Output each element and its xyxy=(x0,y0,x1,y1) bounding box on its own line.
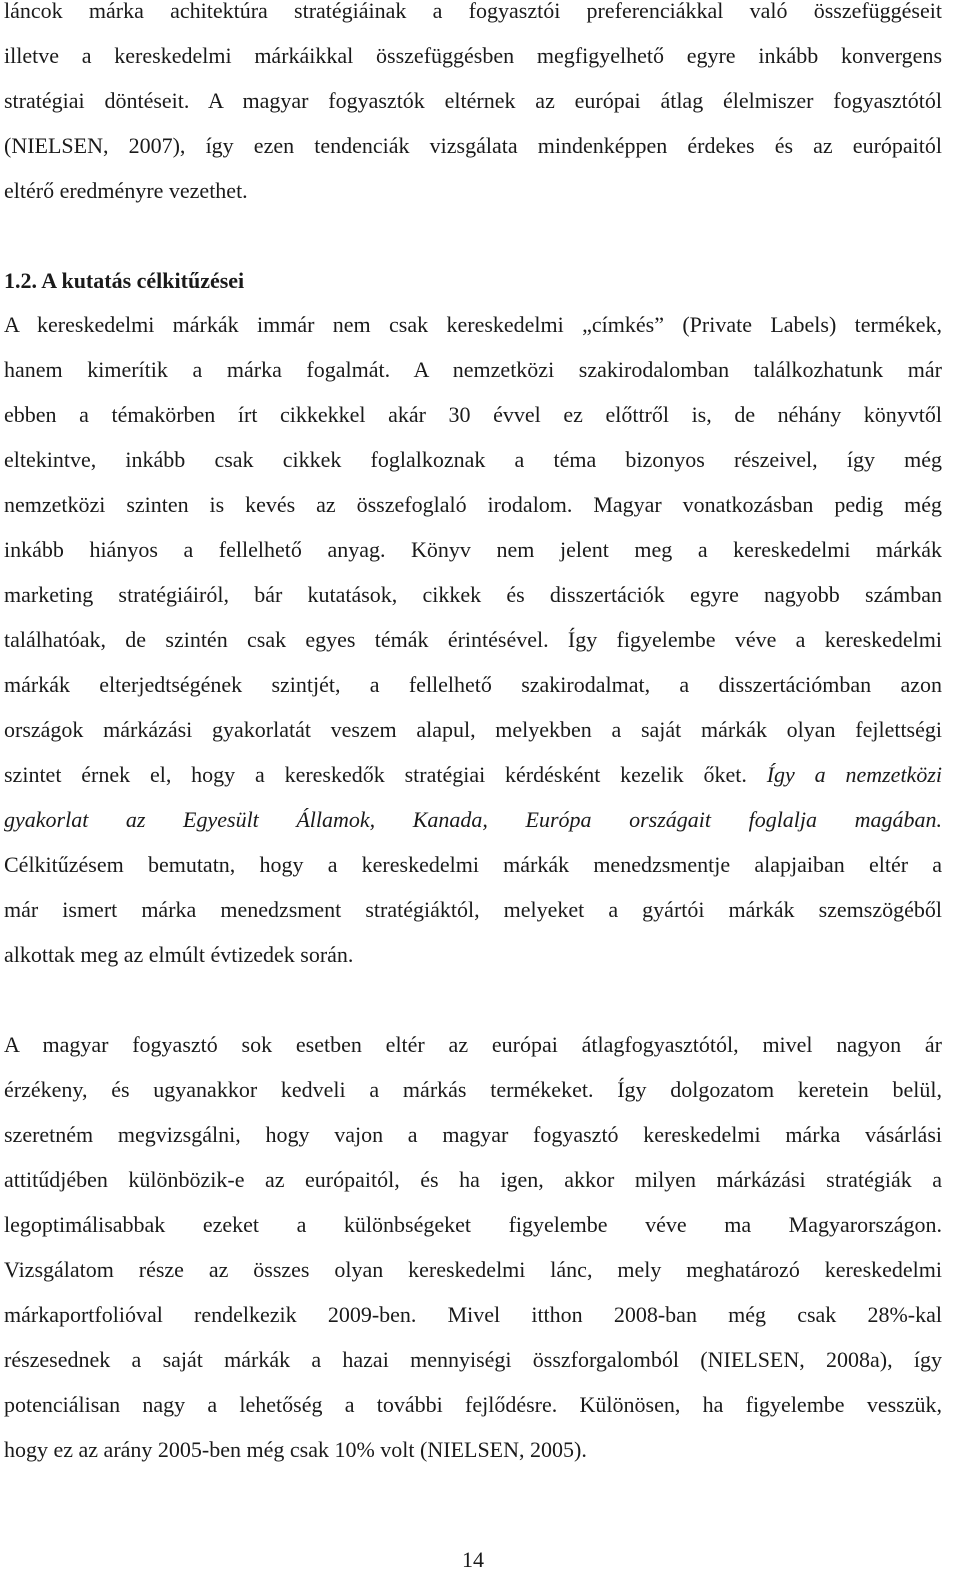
text-line: inkább hiányos a fellelhető anyag. Könyv nem jelent meg a kereskedelmi márkák xyxy=(4,537,942,562)
text-line: márkaportfolióval rendelkezik 2009-ben. Mivel itthon 2008-ban még csak 28%-kal xyxy=(4,1302,942,1327)
page-number: 14 xyxy=(462,1547,484,1572)
text-line: (NIELSEN, 2007), így ezen tendenciák vizsgálata mindenképpen érdekes és az európaitól xyxy=(4,133,942,158)
text-line: hanem kimerítik a márka fogalmát. A nemzetközi szakirodalomban találkozhatunk már xyxy=(4,357,942,382)
text-line: hogy ez az arány 2005-ben még csak 10% volt (NIELSEN, 2005). xyxy=(4,1437,587,1462)
text-line: eltekintve, inkább csak cikkek foglalkoznak a téma bizonyos részeivel, így még xyxy=(4,447,942,472)
text-line: potenciálisan nagy a lehetőség a további fejlődésre. Különösen, ha figyelembe vesszük, xyxy=(4,1392,942,1417)
text-line: alkottak meg az elmúlt évtizedek során. xyxy=(4,942,354,967)
text-line: marketing stratégiáiról, bár kutatások, cikkek és disszertációk egyre nagyobb számban xyxy=(4,582,942,607)
text-line: Célkitűzésem bemutatn, hogy a kereskedelmi márkák menedzsmentje alapjaiban eltér a xyxy=(4,852,942,877)
text-line: érzékeny, és ugyanakkor kedveli a márkás termékeket. Így dolgozatom keretein belül, xyxy=(4,1077,942,1102)
text-line: nemzetközi szinten is kevés az összefoglaló irodalom. Magyar vonatkozásban pedig még xyxy=(4,492,942,517)
text-line: láncok márka achitektúra stratégiáinak a fogyasztói preferenciákkal való összefüggéseit xyxy=(4,0,942,23)
text-italic: Így a nemzetközi xyxy=(766,762,942,787)
text-line: részesednek a saját márkák a hazai mennyiségi összforgalomból (NIELSEN, 2008a), így xyxy=(4,1347,942,1372)
text-line: Vizsgálatom része az összes olyan kereskedelmi lánc, mely meghatározó kereskedelmi xyxy=(4,1257,942,1282)
text-line: illetve a kereskedelmi márkáikkal összefüggésben megfigyelhető egyre inkább konvergens xyxy=(4,43,942,68)
text-line: szeretném megvizsgálni, hogy vajon a magyar fogyasztó kereskedelmi márka vásárlási xyxy=(4,1122,942,1147)
text-line: márkák elterjedtségének szintjét, a fellelhető szakirodalmat, a disszertációmban azon xyxy=(4,672,942,697)
text-line: országok márkázási gyakorlatát veszem alapul, melyekben a saját márkák olyan fejlettségi xyxy=(4,717,942,742)
text-normal: szintet érnek el, hogy a kereskedők stratégiai kérdésként kezelik őket. xyxy=(4,762,747,787)
text-line: attitűdjében különbözik-e az európaitól, és ha igen, akkor milyen márkázási stratégiák a xyxy=(4,1167,942,1192)
text-line: stratégiai döntéseit. A magyar fogyasztók eltérnek az európai átlag élelmiszer fogyasztótól xyxy=(4,88,942,113)
text-line-mixed xyxy=(4,760,942,790)
text-line-italic: gyakorlat az Egyesült Államok, Kanada, Európa országait foglalja magában. xyxy=(4,807,942,832)
text-line: legoptimálisabbak ezeket a különbségeket figyelembe véve ma Magyarországon. xyxy=(4,1212,942,1237)
text-line: találhatóak, de szintén csak egyes témák érintésével. Így figyelembe véve a kereskedelmi xyxy=(4,627,942,652)
text-line: eltérő eredményre vezethet. xyxy=(4,178,248,203)
text-line: A kereskedelmi márkák immár nem csak kereskedelmi „címkés” (Private Labels) termékek, xyxy=(4,312,942,337)
text-line: A magyar fogyasztó sok esetben eltér az európai átlagfogyasztótól, mivel nagyon ár xyxy=(4,1032,942,1057)
section-heading: 1.2. A kutatás célkitűzései xyxy=(4,268,245,293)
text-line: már ismert márka menedzsment stratégiáktól, melyeket a gyártói márkák szemszögéből xyxy=(4,897,942,922)
text-line: ebben a témakörben írt cikkekkel akár 30 évvel ez előttről is, de néhány könyvtől xyxy=(4,402,942,427)
